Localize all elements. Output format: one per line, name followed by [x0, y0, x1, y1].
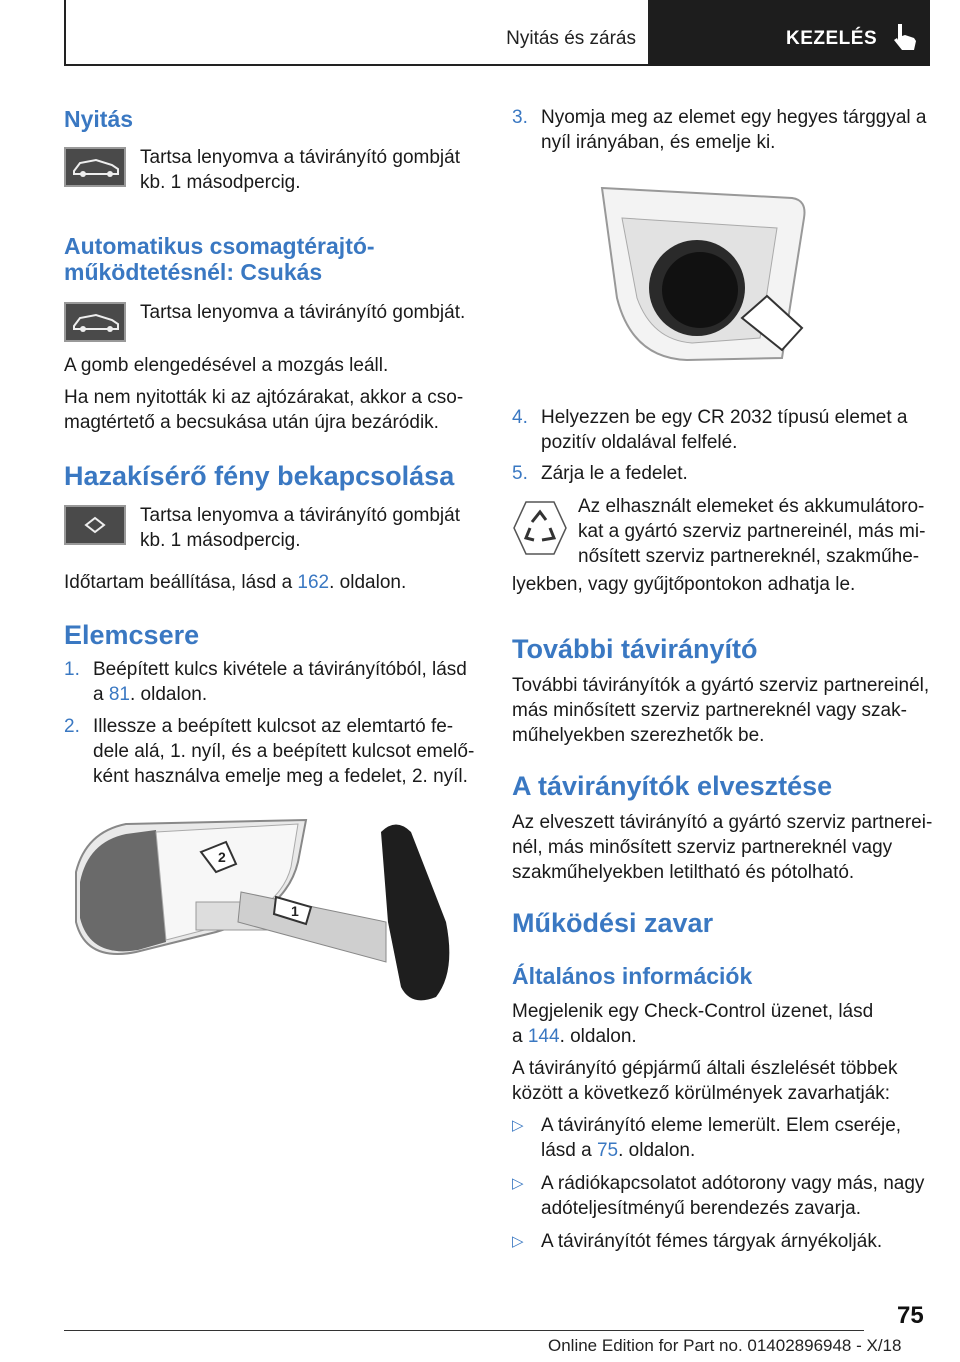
heading-auto-2: működtetésnél: Csukás — [64, 259, 323, 285]
header-section-title: Nyitás és zárás — [506, 28, 636, 49]
heading-tovabbi: További távirányító — [512, 634, 758, 664]
bullet2-text-2: adóteljesítményű berendezés zavarja. — [541, 1198, 862, 1219]
battery-removal-illustration — [592, 178, 822, 378]
tovabbi-text-2: más minősített szerviz partnereknél vagy szak‐ — [512, 700, 907, 721]
car-trunk-icon — [66, 149, 124, 185]
elveszt-text-2: nél, más minősített szerviz partnereknél vagy — [512, 837, 893, 858]
bullet1-text-1: A távirányító eleme lemerült. Elem cseréje, — [541, 1115, 902, 1136]
step-number: 2. — [64, 716, 80, 737]
haza-text-2: kb. 1 másodpercig. — [140, 530, 301, 551]
bullet-triangle-icon: ▷ — [512, 1233, 524, 1250]
haza-text-1: Tartsa lenyomva a távirányító gombját — [140, 505, 460, 526]
step-number: 4. — [512, 407, 528, 428]
heading-altalanos: Általános információk — [512, 963, 753, 989]
paragraph-gomb: A gomb elengedésével a mozgás leáll. — [64, 355, 389, 376]
paragraph-ajtozar-2: magtértető a becsukása után újra bezáródik. — [64, 412, 439, 433]
step1-text-1: Beépített kulcs kivétele a távirányítóból, lásd — [93, 659, 467, 680]
car-trunk-icon — [66, 304, 124, 340]
header-left-rule — [64, 0, 66, 66]
heading-nyitas: Nyitás — [64, 106, 134, 132]
step-number: 3. — [512, 107, 528, 128]
nyitas-text-2: kb. 1 másodpercig. — [140, 172, 301, 193]
nyitas-text-1: Tartsa lenyomva a távirányító gombját — [140, 147, 460, 168]
step2-text-2: dele alá, 1. nyíl, és a beépített kulcsot emelő‐ — [93, 741, 475, 762]
recycle-text-2: kat a gyártó szerviz partnereinél, más mi‐ — [578, 521, 926, 542]
recycle-text-3: nősített szerviz partnereknél, szakműhe‐ — [578, 546, 920, 567]
elveszt-text-1: Az elveszett távirányító a gyártó szerviz partnerei‐ — [512, 812, 933, 833]
step-number: 1. — [64, 659, 80, 680]
remote-button-image — [64, 302, 126, 342]
light-icon — [66, 507, 124, 543]
tav-text-2: között a következő körülmények zavarhatják: — [512, 1083, 891, 1104]
figure-arrow-label-2: 2 — [218, 849, 226, 865]
page-link-144[interactable]: 144 — [527, 1026, 560, 1047]
page-link-162[interactable]: 162 — [297, 572, 330, 593]
altal-text-1: Megjelenik egy Check-Control üzenet, lásd — [512, 1001, 874, 1022]
key-removal-illustration — [66, 812, 466, 1012]
page-link-75[interactable]: 75 — [596, 1140, 619, 1161]
tovabbi-text-1: További távirányítók a gyártó szerviz partnereinél, — [512, 675, 930, 696]
step2-text-3: ként használva emelje meg a fedelet, 2. nyíl. — [93, 766, 468, 787]
tovabbi-text-3: műhelyekben szerezhetők be. — [512, 725, 765, 746]
auto-text: Tartsa lenyomva a távirányító gombját. — [140, 302, 466, 323]
footer-rule — [64, 1330, 864, 1331]
recycling-icon — [512, 500, 568, 556]
elveszt-text-3: szakműhelyekben letiltható és pótolható. — [512, 862, 855, 883]
bullet3-text: A távirányítót fémes tárgyak árnyékolják. — [541, 1231, 883, 1252]
page-link-81[interactable]: 81 — [108, 684, 130, 705]
recycle-text-4: lyekben, vagy gyűjtőpontokon adhatja le. — [512, 574, 856, 595]
step2-text-1: Illessze a beépített kulcsot az elemtartó fe‐ — [93, 716, 454, 737]
idotartam-text: Időtartam beállítása, lásd a 162. oldalon. — [64, 572, 407, 593]
page-number: 75 — [897, 1302, 924, 1329]
step4-text-1: Helyezzen be egy CR 2032 típusú elemet a — [541, 407, 908, 428]
step3-text-1: Nyomja meg az elemet egy hegyes tárggyal a — [541, 107, 927, 128]
header-chapter-label: KEZELÉS — [786, 28, 878, 49]
figure-arrow-label-1: 1 — [291, 903, 299, 919]
bullet-triangle-icon: ▷ — [512, 1117, 524, 1134]
hand-pointer-icon — [892, 22, 920, 52]
bullet-triangle-icon: ▷ — [512, 1175, 524, 1192]
heading-elvesztes: A távirányítók elvesztése — [512, 771, 833, 801]
heading-auto-1: Automatikus csomagtérajtó- — [64, 233, 375, 259]
bullet2-text-1: A rádiókapcsolatot adótorony vagy más, nagy — [541, 1173, 925, 1194]
remote-button-image — [64, 505, 126, 545]
heading-hazakisero: Hazakísérő fény bekapcsolása — [64, 461, 455, 491]
altal-text-2: a 144. oldalon. — [512, 1026, 637, 1047]
step4-text-2: pozitív oldalával felfelé. — [541, 432, 738, 453]
remote-button-image — [64, 147, 126, 187]
bullet1-text-2: lásd a 75. oldalon. — [541, 1140, 696, 1161]
footer-edition: Online Edition for Part no. 01402896948 - X/18 — [548, 1336, 902, 1355]
recycle-text-1: Az elhasznált elemeket és akkumulátoro‐ — [578, 496, 925, 517]
heading-elemcsere: Elemcsere — [64, 620, 200, 650]
step3-text-2: nyíl irányában, és emelje ki. — [541, 132, 776, 153]
step1-text-2: a 81. oldalon. — [93, 684, 208, 705]
paragraph-ajtozar-1: Ha nem nyitották ki az ajtózárakat, akkor a cso‐ — [64, 387, 464, 408]
tav-text-1: A távirányító gépjármű általi észlelését többek — [512, 1058, 898, 1079]
heading-mukodesi-zavar: Működési zavar — [512, 908, 714, 938]
step-number: 5. — [512, 463, 528, 484]
step5-text: Zárja le a fedelet. — [541, 463, 688, 484]
